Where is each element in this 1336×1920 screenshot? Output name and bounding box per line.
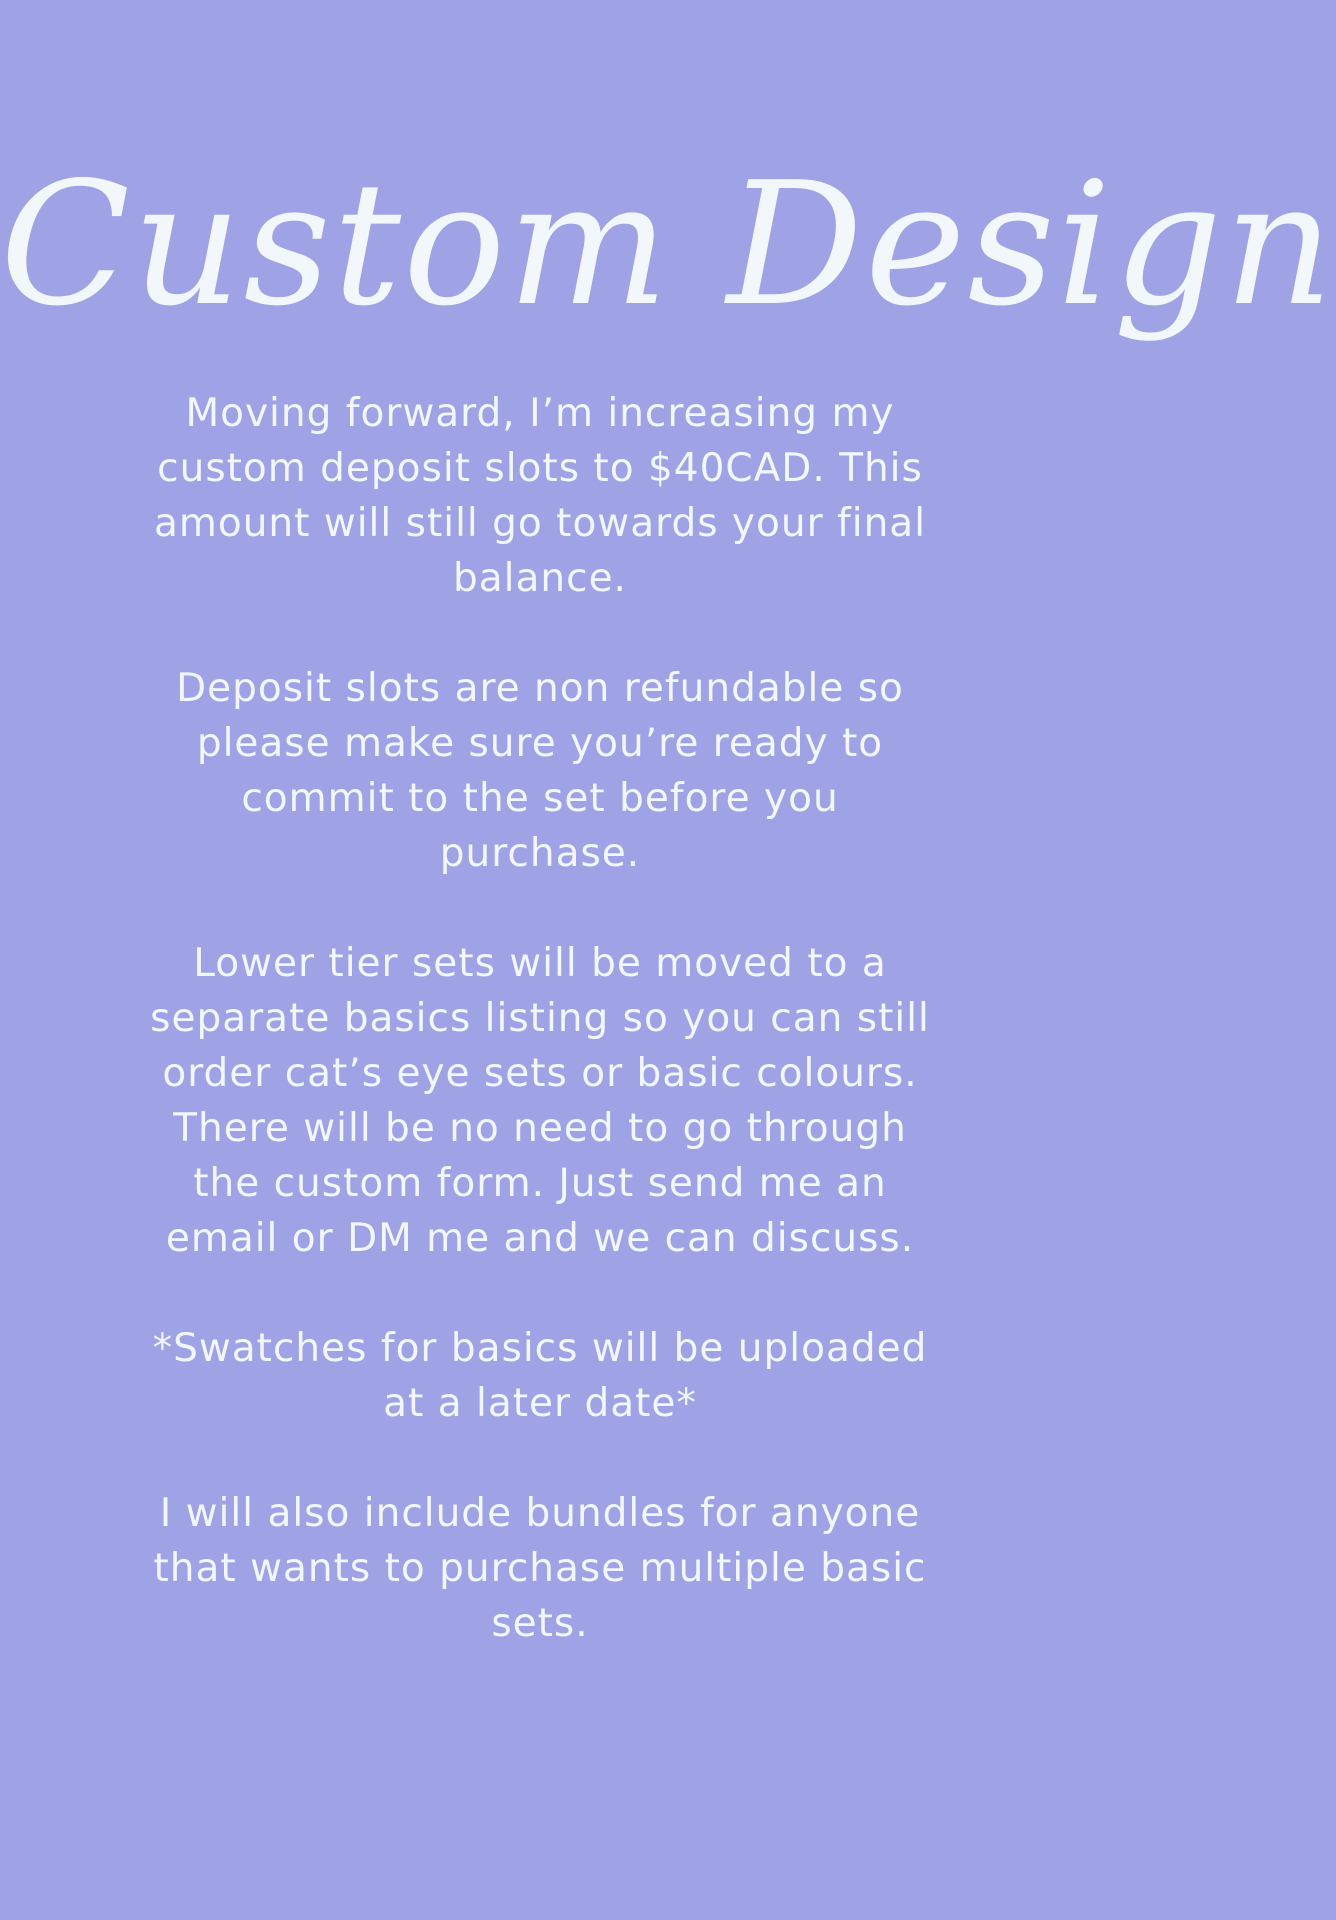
paragraph-bundles: I will also include bundles for anyone that wants to purchase multiple basic sets. [153, 1491, 927, 1646]
paragraph-non-refundable: Deposit slots are non refundable so please make sure you’re ready to commit to the set before you purchase. [176, 666, 904, 876]
paragraph-basics-listing: Lower tier sets will be moved to a separate basics listing so you can still order cat’s eye sets or basic colours. There will be no need to go through the custom form. Just send me an email or DM me and we can discuss. [150, 941, 930, 1261]
title-wrap [0, 146, 1336, 390]
announcement-text [145, 386, 935, 1706]
paragraph-swatches-note: *Swatches for basics will be uploaded at a later date* [152, 1326, 928, 1426]
paragraph-deposit-increase: Moving forward, I’m increasing my custom deposit slots to $40CAD. This amount will still go towards your final balance. [153, 391, 927, 601]
page-title: Custom Design [0, 146, 1336, 344]
